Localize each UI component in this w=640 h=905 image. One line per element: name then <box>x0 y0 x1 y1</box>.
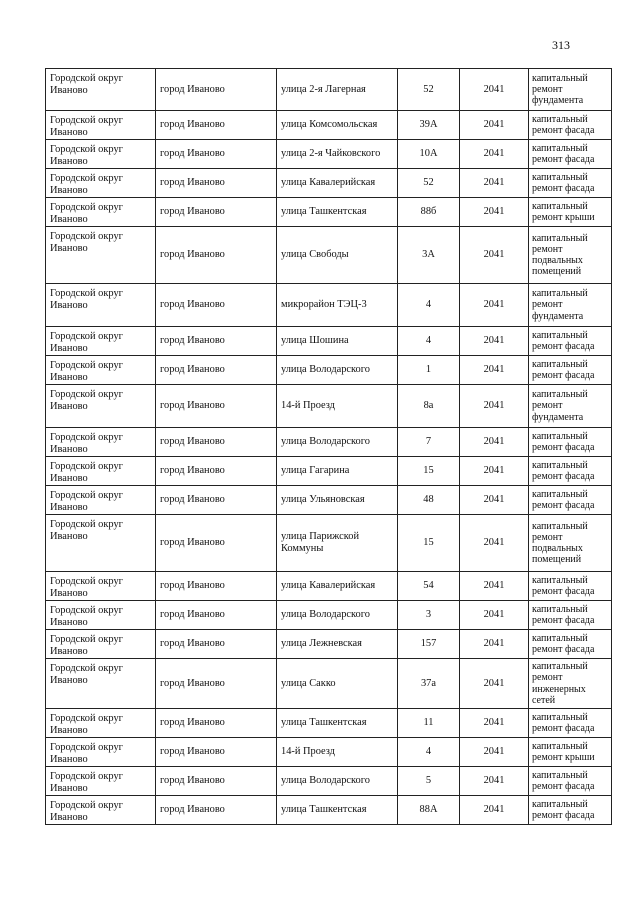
district-cell: Городской округ Иваново <box>46 630 156 659</box>
work-type-cell: капитальный ремонт крыши <box>529 738 612 767</box>
city-cell: город Иваново <box>156 630 277 659</box>
table-row <box>46 140 612 169</box>
house-number-cell: 15 <box>398 457 460 486</box>
table-body <box>46 69 612 825</box>
repair-schedule-table <box>45 68 612 825</box>
work-type-cell: капитальный ремонт фасада <box>529 709 612 738</box>
city-cell: город Иваново <box>156 385 277 428</box>
street-cell: улица Ташкентская <box>277 796 398 825</box>
city-cell: город Иваново <box>156 198 277 227</box>
table-row <box>46 457 612 486</box>
table-row <box>46 327 612 356</box>
city-cell: город Иваново <box>156 709 277 738</box>
work-type-cell: капитальный ремонт фасада <box>529 767 612 796</box>
district-cell: Городской округ Иваново <box>46 709 156 738</box>
table-row <box>46 601 612 630</box>
district-cell: Городской округ Иваново <box>46 428 156 457</box>
year-cell: 2041 <box>460 515 529 572</box>
work-type-cell: капитальный ремонт фасада <box>529 327 612 356</box>
year-cell: 2041 <box>460 385 529 428</box>
year-cell: 2041 <box>460 601 529 630</box>
work-type-cell: капитальный ремонт фасада <box>529 140 612 169</box>
table-row <box>46 428 612 457</box>
city-cell: город Иваново <box>156 457 277 486</box>
year-cell: 2041 <box>460 227 529 284</box>
house-number-cell: 4 <box>398 284 460 327</box>
year-cell: 2041 <box>460 284 529 327</box>
work-type-cell: капитальный ремонт фасада <box>529 428 612 457</box>
work-type-cell: капитальный ремонт фасада <box>529 630 612 659</box>
house-number-cell: 88б <box>398 198 460 227</box>
work-type-cell: капитальный ремонт подвальных помещений <box>529 515 612 572</box>
city-cell: город Иваново <box>156 796 277 825</box>
work-type-cell: капитальный ремонт фасада <box>529 572 612 601</box>
house-number-cell: 7 <box>398 428 460 457</box>
city-cell: город Иваново <box>156 169 277 198</box>
house-number-cell: 52 <box>398 69 460 111</box>
work-type-cell: капитальный ремонт фасада <box>529 601 612 630</box>
street-cell: улица Ульяновская <box>277 486 398 515</box>
district-cell: Городской округ Иваново <box>46 385 156 428</box>
table-row <box>46 630 612 659</box>
house-number-cell: 4 <box>398 738 460 767</box>
street-cell: улица Ташкентская <box>277 198 398 227</box>
street-cell: улица Парижской Коммуны <box>277 515 398 572</box>
city-cell: город Иваново <box>156 111 277 140</box>
street-cell: улица Кавалерийская <box>277 169 398 198</box>
district-cell: Городской округ Иваново <box>46 284 156 327</box>
year-cell: 2041 <box>460 630 529 659</box>
year-cell: 2041 <box>460 767 529 796</box>
house-number-cell: 52 <box>398 169 460 198</box>
district-cell: Городской округ Иваново <box>46 572 156 601</box>
work-type-cell: капитальный ремонт инженерных сетей <box>529 659 612 709</box>
street-cell: 14-й Проезд <box>277 385 398 428</box>
street-cell: улица Володарского <box>277 428 398 457</box>
city-cell: город Иваново <box>156 327 277 356</box>
work-type-cell: капитальный ремонт фасада <box>529 796 612 825</box>
street-cell: улица Володарского <box>277 767 398 796</box>
city-cell: город Иваново <box>156 767 277 796</box>
house-number-cell: 5 <box>398 767 460 796</box>
district-cell: Городской округ Иваново <box>46 659 156 709</box>
street-cell: улица 2-я Лагерная <box>277 69 398 111</box>
page-number: 313 <box>552 38 570 52</box>
house-number-cell: 11 <box>398 709 460 738</box>
district-cell: Городской округ Иваново <box>46 796 156 825</box>
table-row <box>46 169 612 198</box>
house-number-cell: 157 <box>398 630 460 659</box>
year-cell: 2041 <box>460 111 529 140</box>
district-cell: Городской округ Иваново <box>46 515 156 572</box>
street-cell: улица 2-я Чайковского <box>277 140 398 169</box>
work-type-cell: капитальный ремонт фасада <box>529 169 612 198</box>
year-cell: 2041 <box>460 796 529 825</box>
year-cell: 2041 <box>460 659 529 709</box>
year-cell: 2041 <box>460 327 529 356</box>
year-cell: 2041 <box>460 69 529 111</box>
street-cell: улица Сакко <box>277 659 398 709</box>
year-cell: 2041 <box>460 169 529 198</box>
street-cell: улица Ташкентская <box>277 709 398 738</box>
year-cell: 2041 <box>460 428 529 457</box>
work-type-cell: капитальный ремонт фасада <box>529 486 612 515</box>
street-cell: улица Володарского <box>277 356 398 385</box>
district-cell: Городской округ Иваново <box>46 169 156 198</box>
district-cell: Городской округ Иваново <box>46 767 156 796</box>
district-cell: Городской округ Иваново <box>46 457 156 486</box>
table-row <box>46 515 612 572</box>
city-cell: город Иваново <box>156 140 277 169</box>
year-cell: 2041 <box>460 457 529 486</box>
district-cell: Городской округ Иваново <box>46 227 156 284</box>
street-cell: улица Лежневская <box>277 630 398 659</box>
city-cell: город Иваново <box>156 515 277 572</box>
year-cell: 2041 <box>460 572 529 601</box>
year-cell: 2041 <box>460 198 529 227</box>
work-type-cell: капитальный ремонт крыши <box>529 198 612 227</box>
district-cell: Городской округ Иваново <box>46 111 156 140</box>
work-type-cell: капитальный ремонт фасада <box>529 457 612 486</box>
table-row <box>46 486 612 515</box>
city-cell: город Иваново <box>156 601 277 630</box>
district-cell: Городской округ Иваново <box>46 140 156 169</box>
house-number-cell: 4 <box>398 327 460 356</box>
street-cell: улица Гагарина <box>277 457 398 486</box>
district-cell: Городской округ Иваново <box>46 738 156 767</box>
table-row <box>46 198 612 227</box>
house-number-cell: 54 <box>398 572 460 601</box>
work-type-cell: капитальный ремонт фундамента <box>529 284 612 327</box>
house-number-cell: 10А <box>398 140 460 169</box>
street-cell: улица Комсомольская <box>277 111 398 140</box>
city-cell: город Иваново <box>156 428 277 457</box>
table-row <box>46 69 612 111</box>
city-cell: город Иваново <box>156 572 277 601</box>
table-row <box>46 572 612 601</box>
street-cell: улица Свободы <box>277 227 398 284</box>
district-cell: Городской округ Иваново <box>46 198 156 227</box>
city-cell: город Иваново <box>156 356 277 385</box>
table-row <box>46 796 612 825</box>
city-cell: город Иваново <box>156 284 277 327</box>
street-cell: улица Володарского <box>277 601 398 630</box>
table-row <box>46 356 612 385</box>
city-cell: город Иваново <box>156 227 277 284</box>
year-cell: 2041 <box>460 709 529 738</box>
work-type-cell: капитальный ремонт фундамента <box>529 69 612 111</box>
year-cell: 2041 <box>460 486 529 515</box>
house-number-cell: 3А <box>398 227 460 284</box>
table-row <box>46 738 612 767</box>
city-cell: город Иваново <box>156 69 277 111</box>
work-type-cell: капитальный ремонт фасада <box>529 356 612 385</box>
district-cell: Городской округ Иваново <box>46 486 156 515</box>
house-number-cell: 39А <box>398 111 460 140</box>
district-cell: Городской округ Иваново <box>46 69 156 111</box>
street-cell: улица Шошина <box>277 327 398 356</box>
street-cell: 14-й Проезд <box>277 738 398 767</box>
district-cell: Городской округ Иваново <box>46 327 156 356</box>
year-cell: 2041 <box>460 738 529 767</box>
house-number-cell: 15 <box>398 515 460 572</box>
district-cell: Городской округ Иваново <box>46 356 156 385</box>
table-row <box>46 709 612 738</box>
house-number-cell: 1 <box>398 356 460 385</box>
table-row <box>46 111 612 140</box>
city-cell: город Иваново <box>156 659 277 709</box>
work-type-cell: капитальный ремонт фасада <box>529 111 612 140</box>
house-number-cell: 37а <box>398 659 460 709</box>
table-row <box>46 284 612 327</box>
city-cell: город Иваново <box>156 738 277 767</box>
table-row <box>46 385 612 428</box>
work-type-cell: капитальный ремонт фундамента <box>529 385 612 428</box>
work-type-cell: капитальный ремонт подвальных помещений <box>529 227 612 284</box>
table-row <box>46 227 612 284</box>
house-number-cell: 48 <box>398 486 460 515</box>
house-number-cell: 88А <box>398 796 460 825</box>
street-cell: микрорайон ТЭЦ-3 <box>277 284 398 327</box>
year-cell: 2041 <box>460 356 529 385</box>
house-number-cell: 3 <box>398 601 460 630</box>
table-row <box>46 767 612 796</box>
year-cell: 2041 <box>460 140 529 169</box>
district-cell: Городской округ Иваново <box>46 601 156 630</box>
street-cell: улица Кавалерийская <box>277 572 398 601</box>
house-number-cell: 8а <box>398 385 460 428</box>
city-cell: город Иваново <box>156 486 277 515</box>
table-row <box>46 659 612 709</box>
